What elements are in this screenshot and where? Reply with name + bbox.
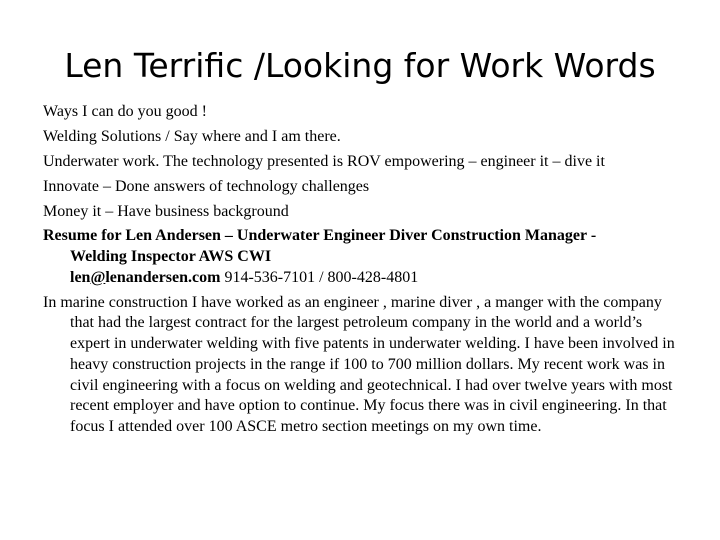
email-domain: lenandersen.com xyxy=(105,268,221,286)
bullet-welding: Welding Solutions / Say where and I am there. xyxy=(43,127,341,145)
resume-subtitle: Welding Inspector AWS CWI xyxy=(70,248,272,266)
bullet-money: Money it – Have business background xyxy=(43,202,289,220)
bullet-innovate: Innovate – Done answers of technology challenges xyxy=(43,177,370,195)
bullet-underwater: Underwater work. The technology presented is ROV empowering – engineer it – dive it xyxy=(43,152,605,170)
email-link[interactable]: @ xyxy=(90,268,106,286)
summary-paragraph: In marine construction I have worked as an engineer , marine diver , a manger with the company that had the largest contract for the largest petroleum company in the world and a world’s expert in underwater welding with five patents in underwater welding. I have been involved in heavy construction projects in the range if 100 to 700 million dollars. My recent work was in civil engineering with a focus on welding and geotechnical. I had over twelve years with most recent employer and have option to continue. My focus there was in civil engineering. In that focus I attended over 100 ASCE metro section meetings on my own time. xyxy=(43,293,675,435)
resume-contact xyxy=(70,268,683,289)
slide-body xyxy=(43,102,683,442)
bullet-ways: Ways I can do you good ! xyxy=(43,103,208,120)
resume-block xyxy=(43,226,683,288)
phone-numbers: 914-536-7101 / 800-428-4801 xyxy=(220,268,419,286)
slide-title: Len Terrific /Looking for Work Words xyxy=(64,46,656,85)
email-user: len xyxy=(70,268,91,286)
resume-heading: Resume for Len Andersen – Underwater Engineer Diver Construction Manager - xyxy=(43,227,597,245)
